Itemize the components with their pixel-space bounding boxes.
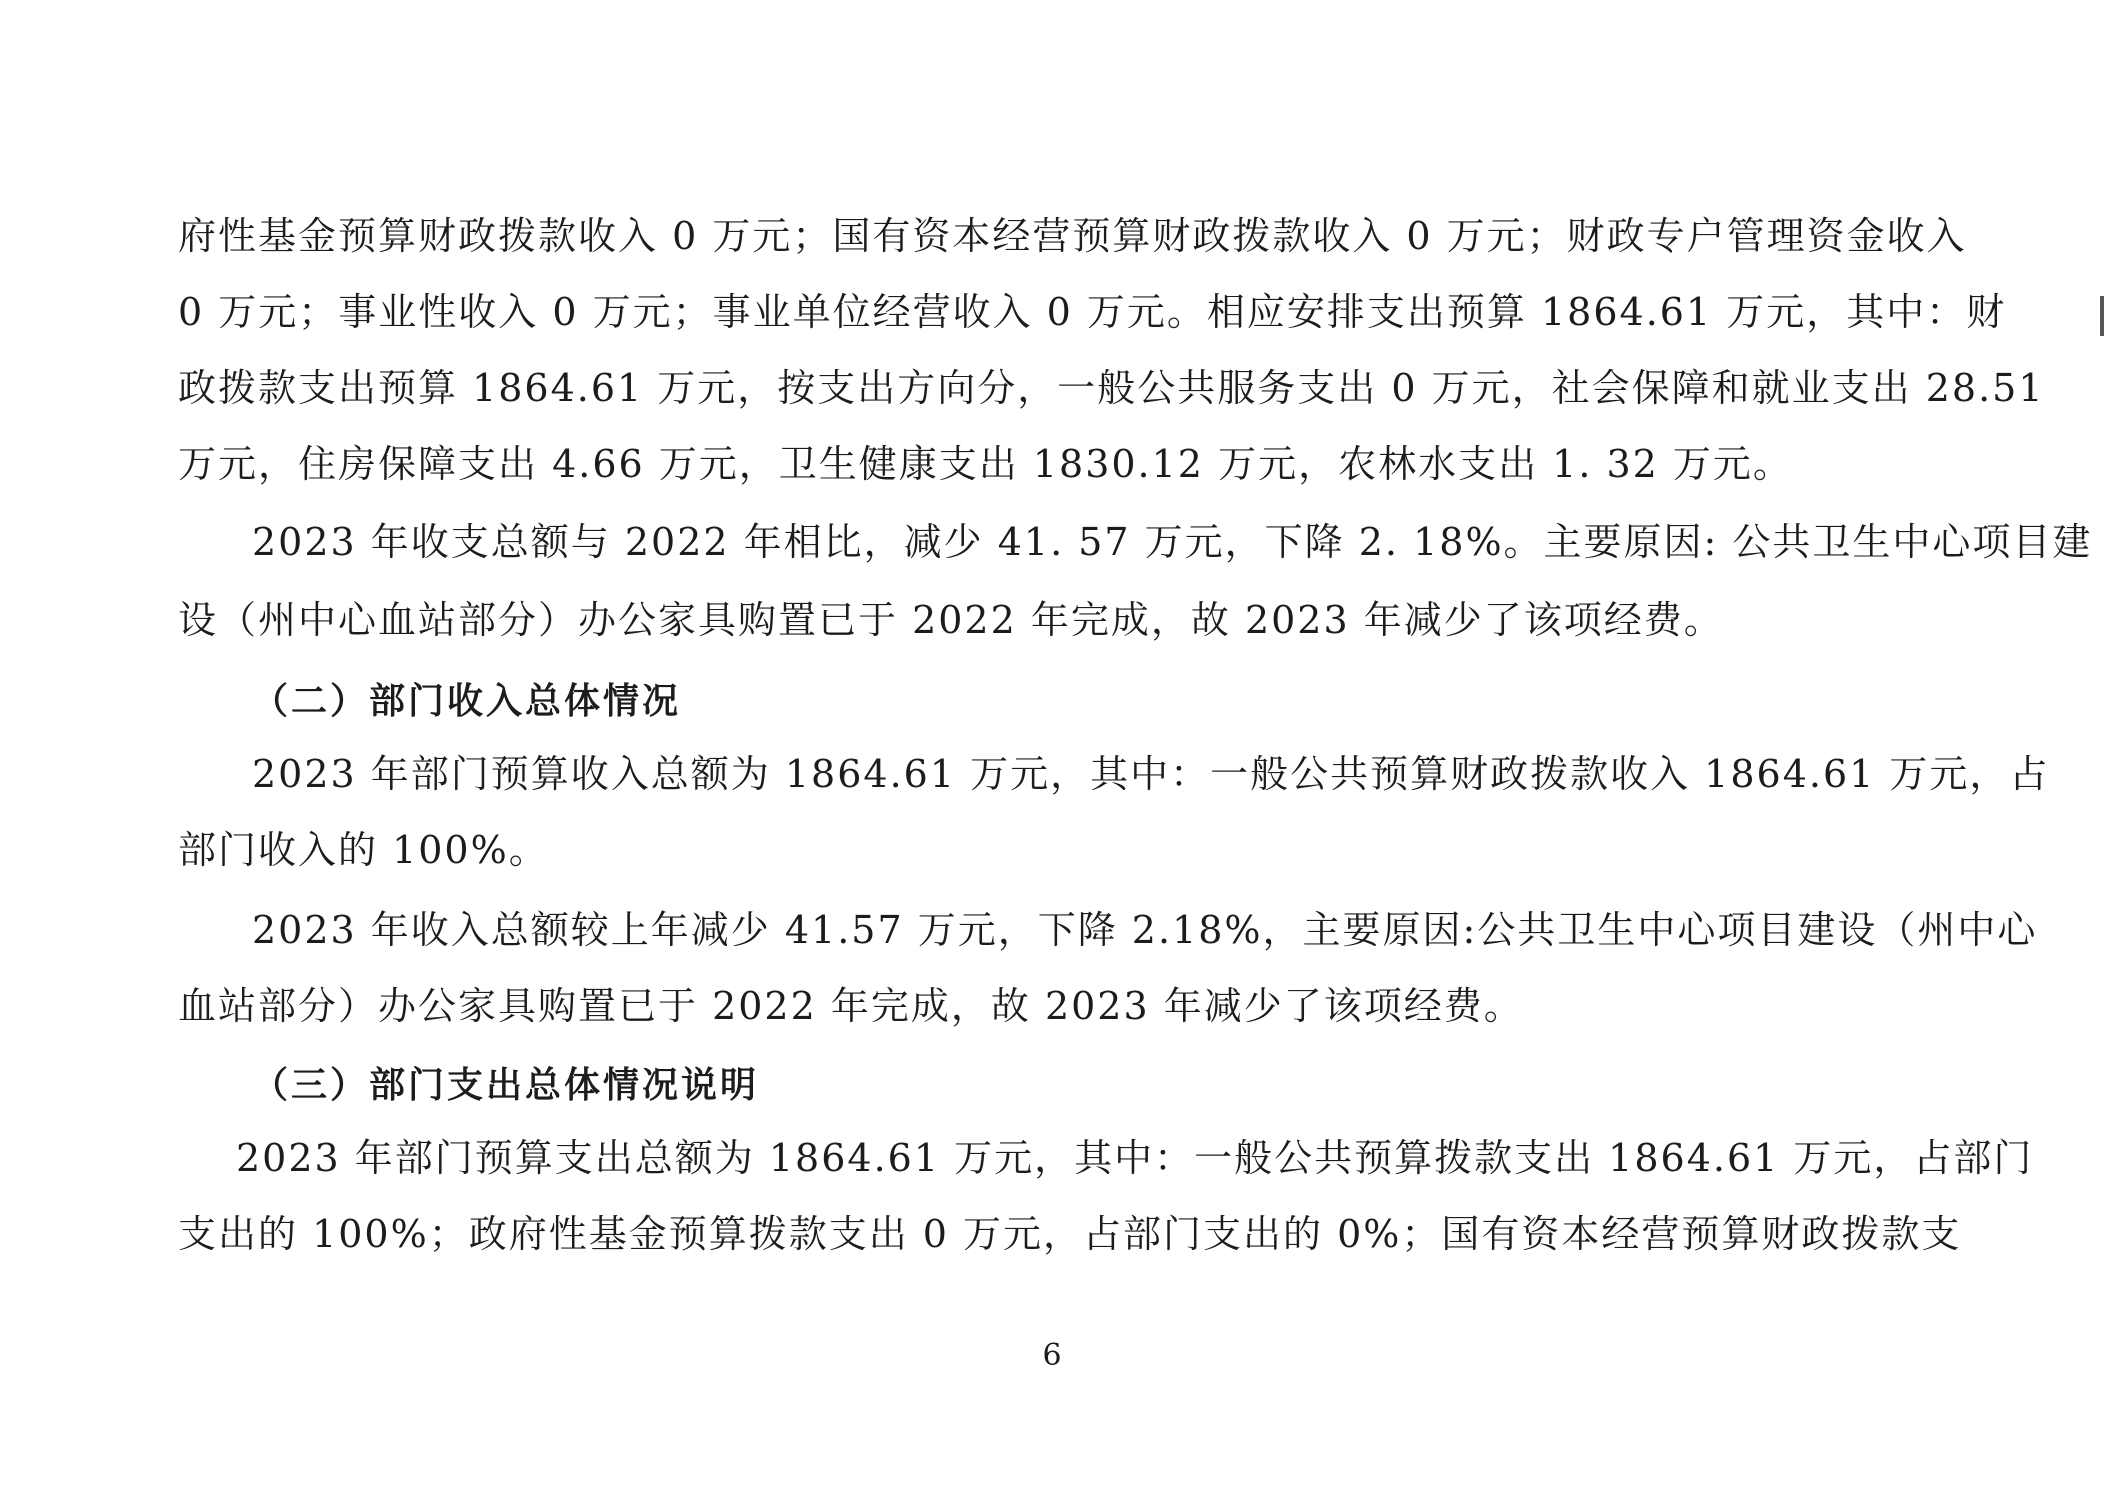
paragraph-line: 2023 年部门预算收入总额为 1864.61 万元，其中：一般公共预算财政拨款收入 1864.61 万元，占 — [252, 752, 2050, 796]
paragraph-line: 部门收入的 100%。 — [178, 828, 549, 872]
paragraph-line: 政拨款支出预算 1864.61 万元，按支出方向分，一般公共服务支出 0 万元，社会保障和就业支出 28.51 — [178, 366, 2045, 410]
section-heading-income: （二）部门收入总体情况 — [252, 681, 682, 722]
paragraph-line: 府性基金预算财政拨款收入 0 万元；国有资本经营预算财政拨款收入 0 万元；财政专户管理资金收入 — [178, 214, 1967, 258]
paragraph-line: 0 万元；事业性收入 0 万元；事业单位经营收入 0 万元。相应安排支出预算 1864.61 万元，其中：财 — [178, 290, 2007, 334]
paragraph-line: 支出的 100%；政府性基金预算拨款支出 0 万元，占部门支出的 0%；国有资本经营预算财政拨款支 — [178, 1212, 1962, 1256]
paragraph-line: 设（州中心血站部分）办公家具购置已于 2022 年完成，故 2023 年减少了该项经费。 — [178, 598, 1724, 642]
page-number: 6 — [1042, 1338, 1062, 1373]
section-heading-expenditure: （三）部门支出总体情况说明 — [252, 1065, 760, 1106]
paragraph-line: 2023 年收支总额与 2022 年相比，减少 41. 57 万元，下降 2. 18%。主要原因: 公共卫生中心项目建 — [252, 520, 2093, 564]
scan-edge-mark — [2100, 296, 2104, 336]
paragraph-line: 万元，住房保障支出 4.66 万元，卫生健康支出 1830.12 万元，农林水支出 1. 32 万元。 — [178, 442, 1793, 486]
paragraph-line: 2023 年部门预算支出总额为 1864.61 万元，其中：一般公共预算拨款支出 1864.61 万元，占部门 — [236, 1136, 2034, 1180]
paragraph-line: 血站部分）办公家具购置已于 2022 年完成，故 2023 年减少了该项经费。 — [178, 984, 1524, 1028]
paragraph-line: 2023 年收入总额较上年减少 41.57 万元，下降 2.18%，主要原因:公共卫生中心项目建设（州中心 — [252, 908, 2038, 952]
